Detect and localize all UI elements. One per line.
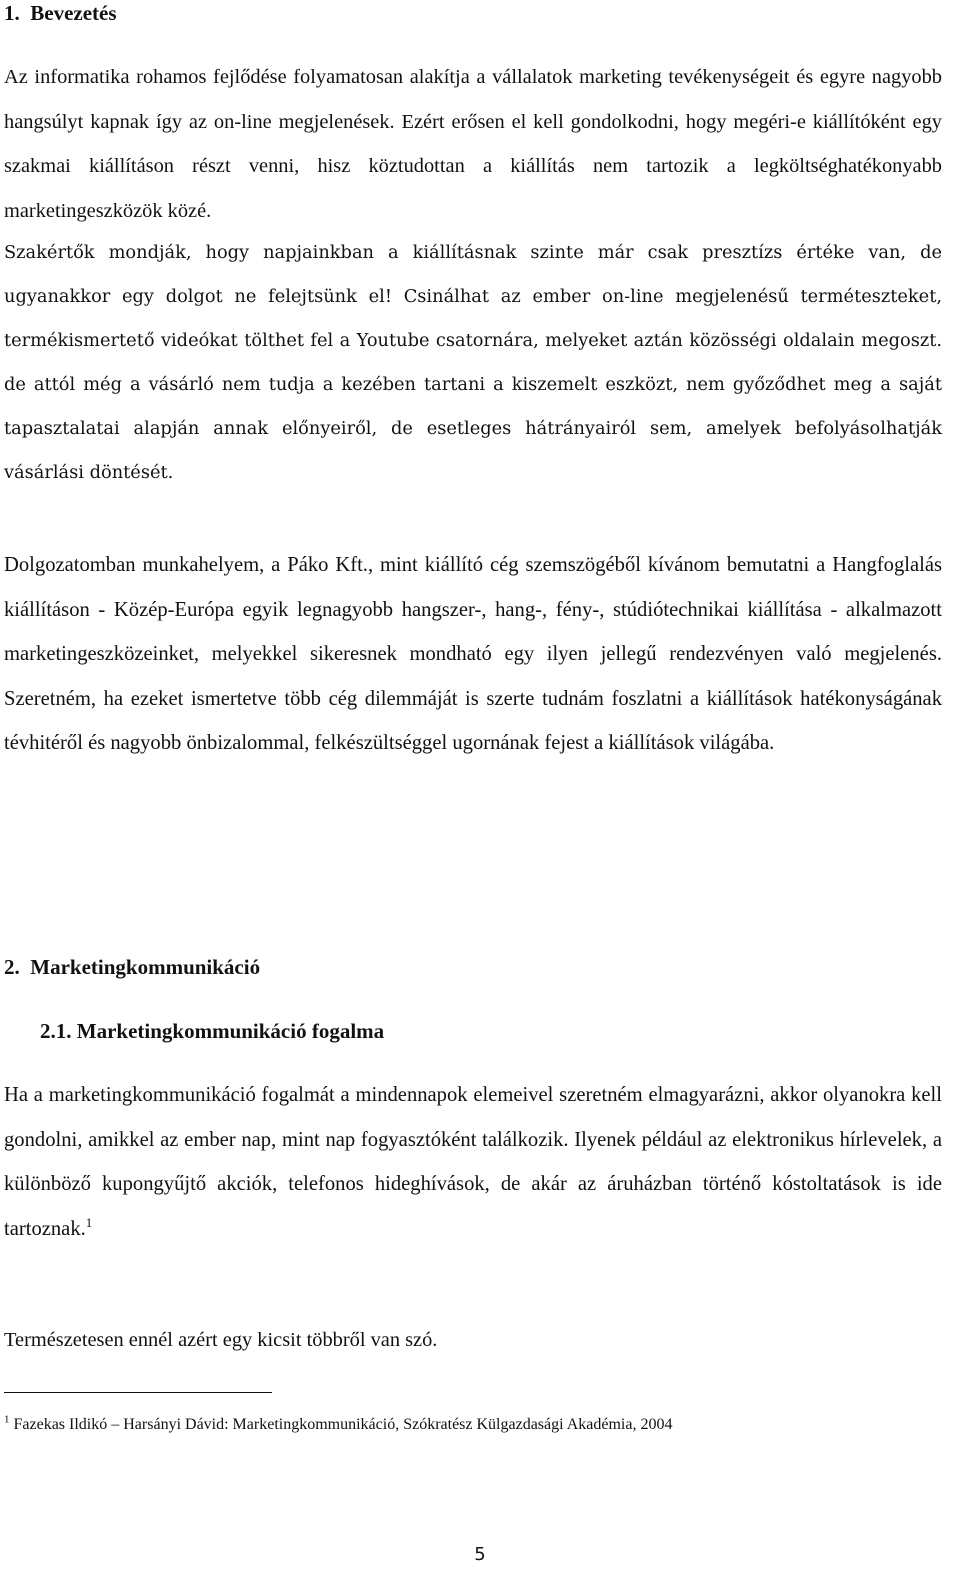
- section-1-heading: 1. Bevezetés: [4, 1, 117, 25]
- concept-paragraph-1-text: Ha a marketingkommunikáció fogalmát a mindennapok elemeivel szeretném elmagyarázni, akkor olyanokra kell gondolni, amikkel az ember nap, mint nap fogyasztóként találkozik. Ilyenek például az elektronikus hírlevelek, a különböző kupongyűjtő akciók, telefonos hideghívások, de akár az áruházban történő kóstoltatások is ide tartoznak.: [4, 1084, 942, 1240]
- concept-paragraph-1: [4, 1073, 942, 1251]
- intro-paragraph-1: Az informatika rohamos fejlődése folyamatosan alakítja a vállalatok marketing tevékenységeit és egyre nagyobb hangsúlyt kapnak így az on-line megjelenések. Ezért erősen el kell gondolkodni, hogy megéri-e kiállítóként egy szakmai kiállításon részt venni, hisz köztudottan a kiállítás nem tartozik a legköltséghatékonyabb marketingeszközök közé.: [4, 66, 942, 222]
- concept-paragraph-2: Természetesen ennél azért egy kicsit többről van szó.: [4, 1329, 438, 1351]
- intro-paragraph-2: Szakértők mondják, hogy napjainkban a kiállításnak szinte már csak presztízs értéke van, de ugyanakkor egy dolgot ne felejtsünk el! Csinálhat az ember on-line megjelenésű terméteszteket, termékismertető videókat tölthet fel a Youtube csatornára, melyeket aztán közösségi oldalain megoszt. de attól még a vásárló nem tudja a kezében tartani a kiszemelt eszközt, nem győződhet meg a saját tapasztalatai alapján annak előnyeiről, de esetleges hátrányairól sem, amelyek befolyásolhatják vásárlási döntését.: [4, 242, 942, 483]
- page-number: 5: [474, 1544, 486, 1565]
- footnote-text: Fazekas Ildikó – Harsányi Dávid: Marketingkommunikáció, Szókratész Külgazdasági Akadémia, 2004: [9, 1416, 673, 1433]
- footnote-separator: [4, 1392, 272, 1393]
- section-2-heading: 2. Marketingkommunikáció: [4, 955, 261, 979]
- footnote-number: 1: [4, 1413, 10, 1426]
- footnote-reference: 1: [85, 1214, 93, 1230]
- section-2-1-heading: 2.1. Marketingkommunikáció fogalma: [40, 1019, 385, 1043]
- intro-paragraph-3: Dolgozatomban munkahelyem, a Páko Kft., mint kiállító cég szemszögéből kívánom bemutatni a Hangfoglalás kiállításon - Közép-Európa egyik legnagyobb hangszer-, hang-, fény-, stúdiótechnikai kiállítása - alkalmazott marketingeszközeinket, melyekkel sikeresnek mondható egy ilyen jellegű rendezvényen való megjelenés. Szeretném, ha ezeket ismertetve több cég dilemmáját is szerte tudnám foszlatni a kiállítások hatékonyságának tévhitéről és nagyobb önbizalommal, felkészültséggel ugornának fejest a kiállítások világába.: [4, 554, 942, 755]
- footnote: [4, 1414, 942, 1436]
